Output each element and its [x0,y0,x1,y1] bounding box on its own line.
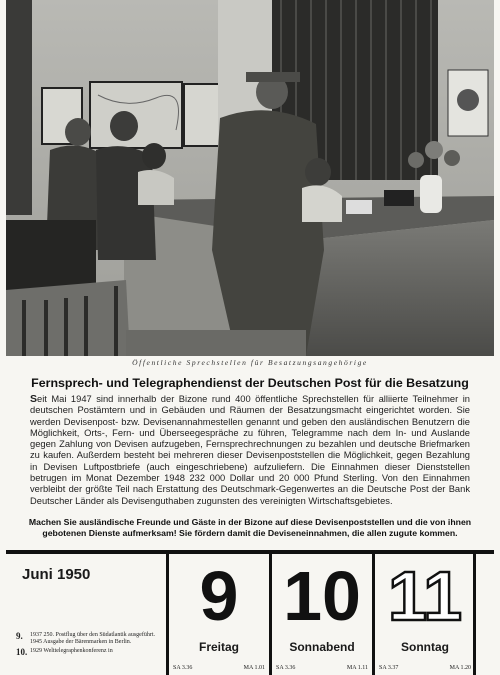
calendar-month-title: Juni 1950 [22,566,91,583]
day-number: 10 [283,557,361,635]
day-sun-moon [173,665,265,671]
article-appeal: Machen Sie ausländische Freunde und Gäste in der Bizone auf diese Devisenpoststellen und die von ihnen gebotenen Dienste aufmerksam! Sie fördern damit die Deviseneinnahmen, die allen zugute kommen. [28,517,472,538]
day-sun-moon [276,665,368,671]
sunrise-time: SA 3.37 [379,665,399,671]
day-name: Sonntag [401,640,449,654]
calendar-events [16,632,164,658]
event-text: 1929 Welttelegraphenkonferenz in [30,648,113,654]
calendar-event [16,632,164,646]
day-sun-moon [379,665,471,671]
day-number: 11 [388,557,462,635]
moonrise-time: MA 1.11 [346,665,368,671]
photograph [6,0,494,356]
moonrise-time: MA 1.20 [449,665,471,671]
event-day: 9. [16,631,23,641]
article-body-text: eit Mai 1947 sind innerhalb der Bizone rund 400 öffentliche Sprechstellen für alliierte Teilnehmer in deutschen Postämtern und in Gebäuden und Räumen der Besatzungsmacht eingerichtet worden. Sie werden Devisenpost- bzw. Devisenannahmestellen genannt und geben den ausländischen Benutzern die Möglichkeit, Orts-, Fern- und Überseegespräche zu führen, Telegramme nach dem In- und Auslande gegen Zahlung von Devisen aufzugeben, Fernsprechrechnungen zu bezahlen und deutsche Briefmarken zu kaufen. Außerdem besteht bei mehreren dieser Devisenpoststellen die Möglichkeit, gegen Bezahlung in Devisen Luftpostbriefe (auch eingeschriebene) aufzuliefern. Die Einnahmen dieser Dienststellen betrugen im Monat Dezember 1948 232 000 Dollar und 20 000 Pfund Sterling. Von den Einnahmen verbleibt der größte Teil nach Erstattung des Deutschmark-Gegenwertes an die Deutsche Post der Bank Deutscher Länder als Devisenguthaben zugunsten des vereinigten Wirtschaftsgebietes. [30,394,470,506]
article-dropcap: S [30,393,38,405]
article-body [30,394,470,507]
day-name: Freitag [198,640,239,654]
article-headline: Fernsprech- und Telegraphendienst der Deutschen Post für die Besatzung [31,376,469,390]
day-number: 9 [199,557,239,635]
day-name: Sonnabend [289,640,355,654]
calendar-day-friday [166,554,269,675]
photo-caption: Öffentliche Sprechstellen für Besatzungsangehörige [132,358,368,367]
calendar-event [16,648,164,656]
moonrise-time: MA 1.01 [243,665,265,671]
event-text: 1937 250. Postflug über den Südatlantik ausgeführt. 1945 Ausgabe der Bärenmarken in Berlin. [30,632,155,645]
sunrise-time: SA 3.36 [173,665,193,671]
calendar-month-panel [6,554,166,675]
calendar-day-sunday [372,554,475,675]
post-office-scene-image [6,0,494,356]
calendar-right-rule [473,554,476,675]
sunrise-time: SA 3.36 [276,665,296,671]
event-day: 10. [16,647,28,657]
calendar-day-saturday [269,554,372,675]
